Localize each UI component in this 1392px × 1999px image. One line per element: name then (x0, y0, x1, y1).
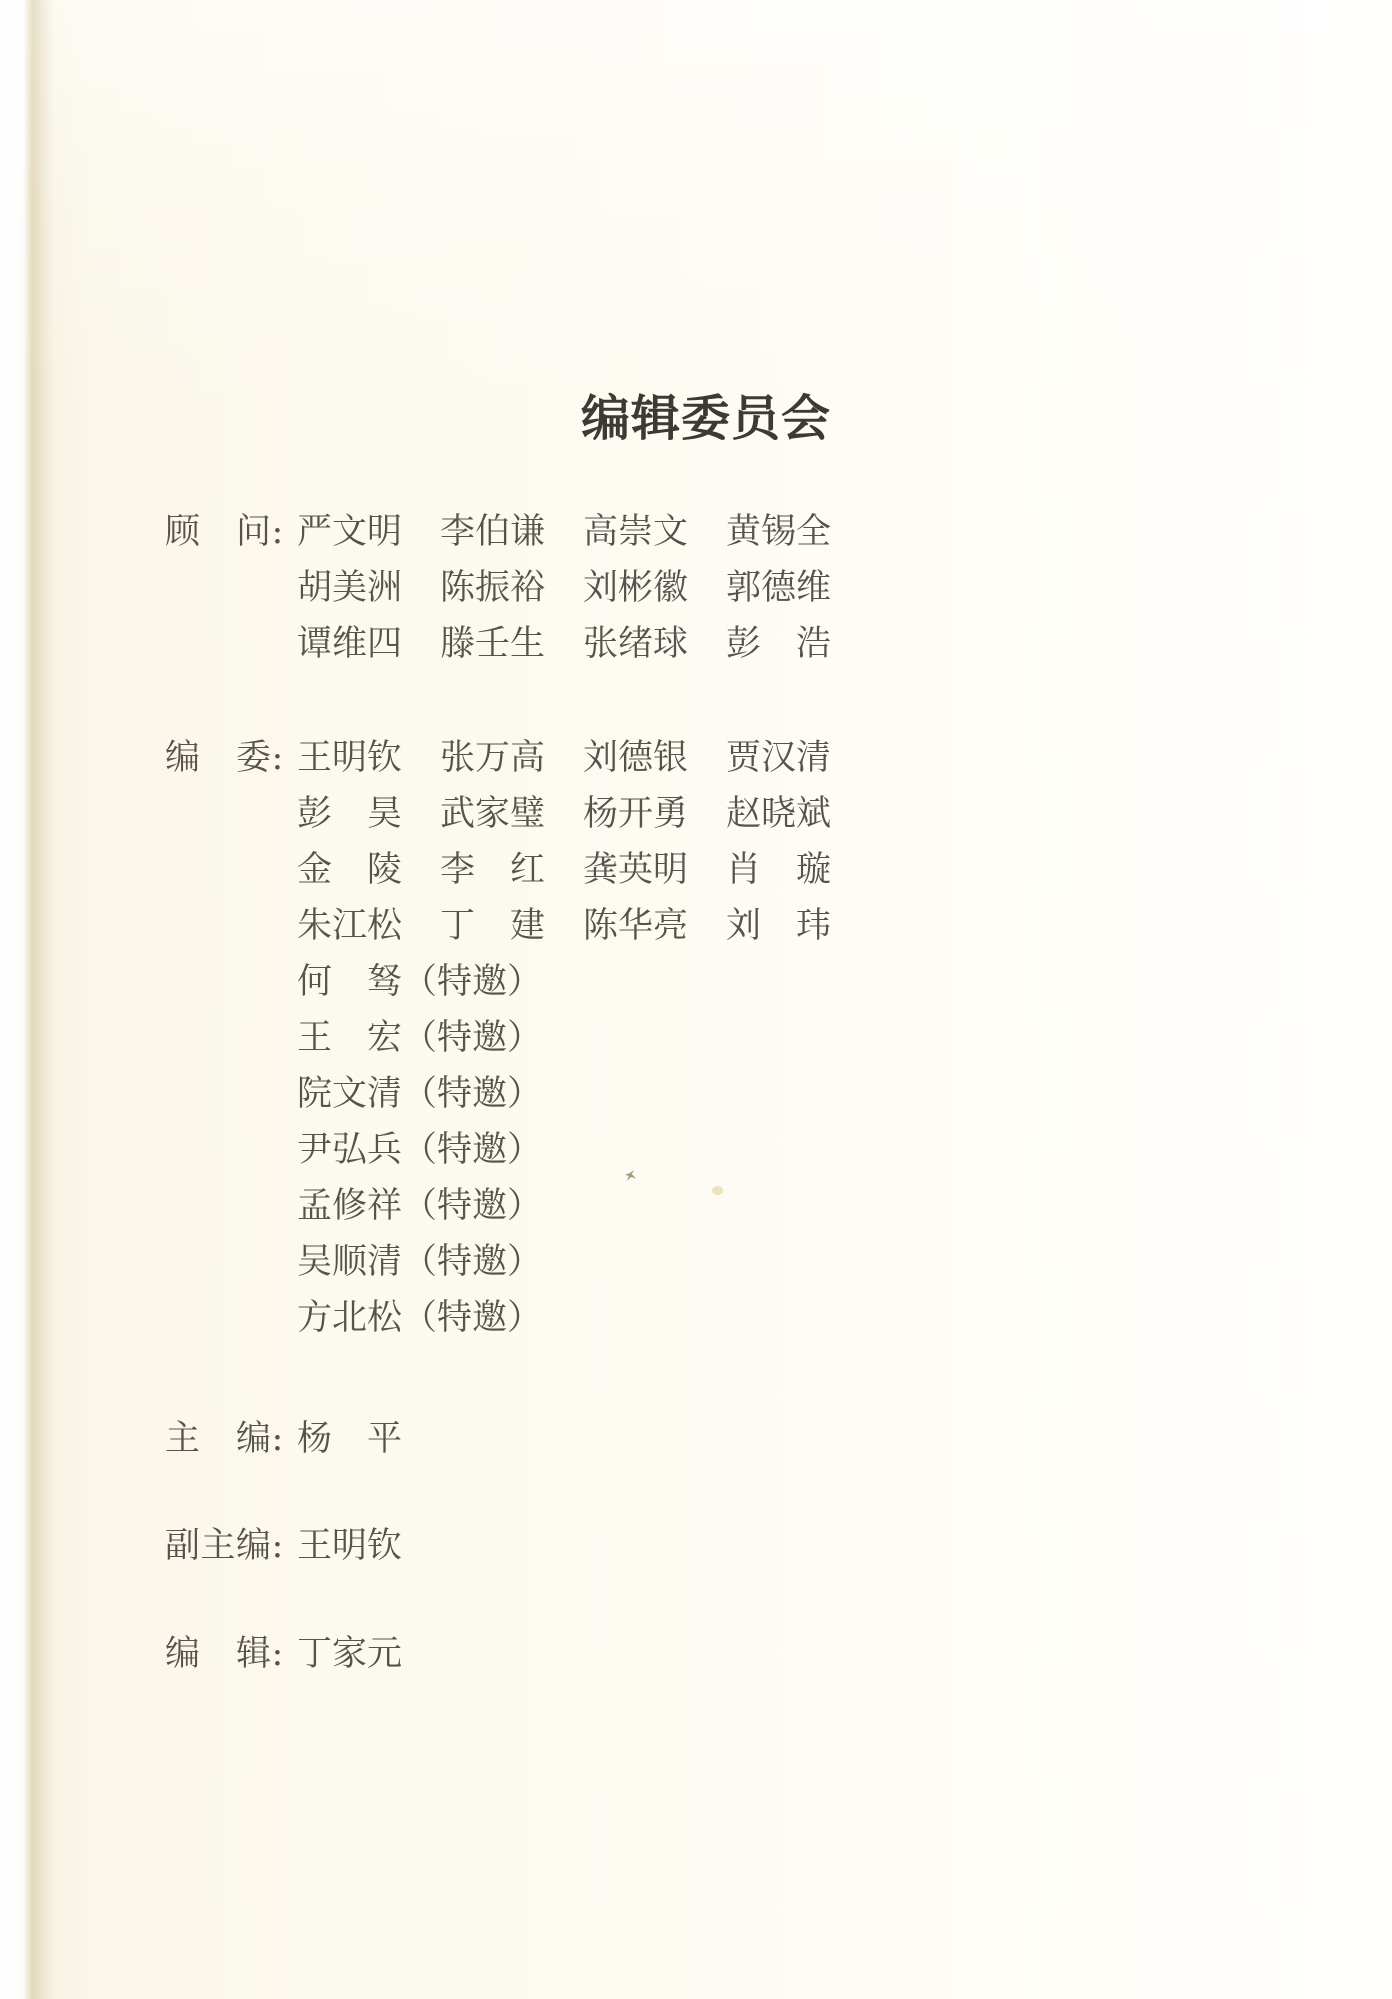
committee-row (0, 954, 1392, 1010)
advisors-row (0, 560, 1392, 616)
committee-member-name-invited: 院文清（特邀） (297, 1074, 543, 1114)
committee-row (0, 1066, 1392, 1122)
committee-member-name: 贾汉清 (726, 738, 832, 778)
committee-section (0, 730, 1392, 1346)
advisors-section (0, 504, 1392, 672)
advisor-name: 严文明 (297, 512, 403, 552)
advisor-name: 陈振裕 (440, 568, 546, 608)
editor-name: 丁家元 (297, 1634, 403, 1674)
editor-row (0, 1626, 1392, 1682)
advisor-name: 高崇文 (583, 512, 689, 552)
advisors-row (0, 504, 1392, 560)
advisors-label: 顾 问: (165, 512, 284, 552)
advisor-name: 刘彬徽 (583, 568, 689, 608)
committee-member-name: 刘德银 (583, 738, 689, 778)
committee-member-name: 朱江松 (297, 906, 403, 946)
committee-member-name: 彭 昊 (297, 794, 403, 834)
committee-member-name: 刘 玮 (726, 906, 832, 946)
committee-member-name: 丁 建 (440, 906, 546, 946)
committee-member-name-invited: 王 宏（特邀） (297, 1018, 543, 1058)
committee-member-name: 李 红 (440, 850, 546, 890)
committee-member-name-invited: 孟修祥（特邀） (297, 1186, 543, 1226)
editor-label: 编 辑: (165, 1634, 284, 1674)
committee-member-name: 张万高 (440, 738, 546, 778)
committee-label: 编 委: (165, 738, 284, 778)
advisor-name: 张绪球 (583, 624, 689, 664)
advisor-name: 滕壬生 (440, 624, 546, 664)
deputy-chief-editor-section (0, 1518, 1392, 1574)
deputy-chief-editor-label: 副主编: (165, 1526, 284, 1566)
committee-member-name: 金 陵 (297, 850, 403, 890)
deputy-chief-editor-name: 王明钦 (297, 1526, 403, 1566)
committee-member-name: 武家璧 (440, 794, 546, 834)
committee-row (0, 1010, 1392, 1066)
committee-member-name-invited: 尹弘兵（特邀） (297, 1130, 543, 1170)
committee-member-name-invited: 吴顺清（特邀） (297, 1242, 543, 1282)
committee-member-name: 王明钦 (297, 738, 403, 778)
committee-member-name-invited: 何 驽（特邀） (297, 962, 543, 1002)
chief-editor-label: 主 编: (165, 1419, 284, 1459)
committee-member-name: 杨开勇 (583, 794, 689, 834)
editor-section (0, 1626, 1392, 1682)
advisor-name: 彭 浩 (726, 624, 832, 664)
committee-row (0, 842, 1392, 898)
committee-row (0, 1234, 1392, 1290)
scan-speck-light (712, 1186, 723, 1195)
deputy-chief-editor-row (0, 1518, 1392, 1574)
chief-editor-section (0, 1411, 1392, 1467)
advisor-name: 黄锡全 (726, 512, 832, 552)
committee-row (0, 898, 1392, 954)
committee-row (0, 786, 1392, 842)
chief-editor-row (0, 1411, 1392, 1467)
committee-row (0, 730, 1392, 786)
committee-member-name: 龚英明 (583, 850, 689, 890)
advisors-row (0, 616, 1392, 672)
advisor-name: 谭维四 (297, 624, 403, 664)
chief-editor-name: 杨 平 (297, 1419, 403, 1459)
advisor-name: 胡美洲 (297, 568, 403, 608)
committee-member-name: 陈华亮 (583, 906, 689, 946)
committee-row (0, 1290, 1392, 1346)
committee-row (0, 1122, 1392, 1178)
committee-member-name-invited: 方北松（特邀） (297, 1298, 543, 1338)
advisor-name: 李伯谦 (440, 512, 546, 552)
committee-member-name: 赵晓斌 (726, 794, 832, 834)
advisor-name: 郭德维 (726, 568, 832, 608)
committee-member-name: 肖 璇 (726, 850, 832, 890)
page-title: 编辑委员会 (581, 390, 832, 447)
committee-row (0, 1178, 1392, 1234)
